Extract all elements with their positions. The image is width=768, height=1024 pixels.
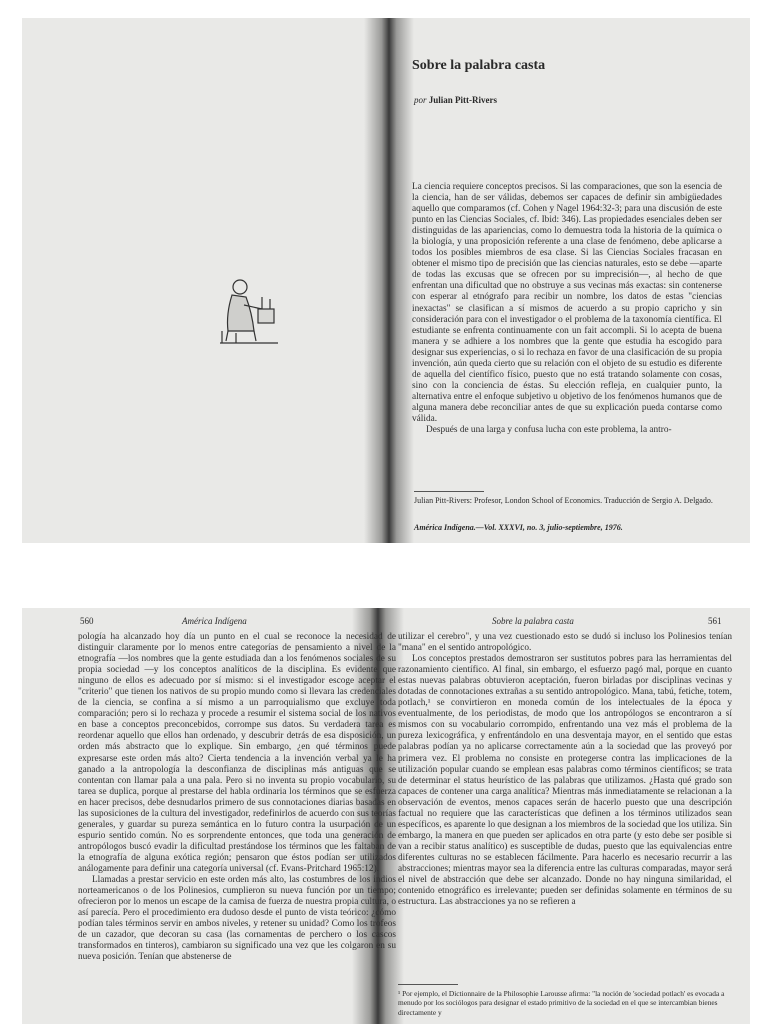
article-title: Sobre la palabra casta xyxy=(412,58,546,73)
article-body-page-561 xyxy=(398,632,732,908)
footnote-divider xyxy=(398,984,458,985)
scholar-illustration xyxy=(218,269,280,347)
paragraph: La ciencia requiere conceptos precisos. Si las comparaciones, que son la esencia de la ciencia, han de ser válidas, debemos ser capaces de definir sin ambigüedades aquello que comparamos (cf. Cohen y Nagel 1964:32-3; para una discusión de este punto en las Ciencias Sociales, cf. Ibid: 346). Las propiedades esenciales deben ser distinguidas de las apariencias, como lo demuestra toda la historia de la química o la biología, y una proposición referente a una clase de fenómeno, debe aplicarse a todos los posibles miembros de esa clase. Si las Ciencias Sociales fracasan en obtener el mismo tipo de precisión que las ciencias naturales, esto se debe —aparte de todas las excusas que se ofrecen por su imprecisión—, al hecho de que enfrentan una dificultad que no obstruye a sus vecinas más exactas: sin contenerse con esperar al etnógrafo para recibir un nombre, los datos de estas "ciencias inexactas" se clasifican a sí mismos de acuerdo a su propio capricho y sin consideración para con el investigador o el problema de la taxonomía científica. El estudiante se enfrenta continuamente con un fait accompli. Si lo acepta de buena manera y se adhiere a los nombres que la gente que estudia ha escogido para designar sus experiencias, o si lo rechaza en favor de una clasificación de su propia invención, aún queda cierto que su relación con el objeto de su estudio es diferente de aquella del científico físico, puesto que no está tratando solamente con cosas, sino con la conciencia de éstas. Su elección refleja, en cualquier punto, la alternativa entre el enfoque subjetivo u objetivo de los fenómenos humanos que de alguna manera debe reconciliar antes de que su explicación pueda contarse como válida. xyxy=(412,182,722,424)
article-body-page-560 xyxy=(78,632,396,963)
author-name: Julian Pitt-Rivers xyxy=(428,95,498,105)
author-footnote: Julian Pitt-Rivers: Profesor, London School of Economics. Traducción de Sergio A. Delgado. xyxy=(414,496,713,505)
running-header-right: Sobre la palabra casta xyxy=(492,616,574,626)
scan-page-spread-bottom xyxy=(22,608,750,1024)
book-spine-shadow xyxy=(364,18,414,543)
article-author xyxy=(414,95,497,105)
article-body-page1 xyxy=(412,182,722,436)
author-prefix: por xyxy=(414,95,427,105)
footnote-divider xyxy=(414,491,484,492)
paragraph: Los conceptos prestados demostraron ser sustitutos pobres para las herramientas del razonamiento científico. Al final, sin embargo, el esfuerzo pagó mal, porque en cuanto estas nuevas palabras obtuvieron aceptación, fueron birladas por disciplinas vecinas y dotadas de connotaciones extrañas a su sentido antropológico. Mana, tabú, fetiche, totem, potlach,¹ se convirtieron en moneda común de los intelectuales de la época y eventualmente, de los periodistas, de modo que los antropólogos se encontraron a sí mismos con su vocabulario corrompido, enfrentando una vez más el problema de la pureza lexicográfica, y enfrentándolo en una desventaja mayor, en el sentido que estas palabras podían ya no aplicarse correctamente aún a la sociedad que las proveyó por primera vez. El problema no consiste en protegerse contra las implicaciones de la utilización popular cuando se emplean esas palabras como términos científicos; se trata de determinar el status heurístico de las palabras que utilizamos. ¿Hasta qué grado son capaces de contener una carga analítica? Mientras más inmediatamente se relacionan a la observación de eventos, menos capaces serán de hacerlo puesto que una descripción factual no requiere que las características que definen a los términos utilizados sean específicos, es aparente lo que designan a los miembros de la sociedad que los utiliza. Sin embargo, la manera en que pueden ser aplicados en otra parte (y esto debe ser posible si van a recibir status analítico) es susceptible de dudas, puesto que las equivalencias entre diferentes culturas no se establecen fácilmente. Para hacerlo es necesario recurrir a las abstracciones; mientras mayor sea la diferencia entre las culturas comparadas, mayor será el nivel de abstracción que debe ser alcanzado. Donde no hay ninguna similaridad, el contenido etnográfico es irrelevante; pueden ser definidas solamente en términos de su estructura. Las abstracciones ya no se refieren a xyxy=(398,654,732,908)
paragraph: Llamadas a prestar servicio en este orden más alto, las costumbres de los indios norteamericanos o de los Polinesios, cumplieron su nueva función por un tiempo; ofrecieron por lo menos un escape de la camisa de fuerza de nuestra propia cultura, o así parecía. Pero el procedimiento era dudoso desde el punto de vista teórico: ¿cómo podían tales términos servir en ambos niveles, y retener su unidad? Como los trofeos de un cazador, que decoran su casa (las cornamentas de perchero o los cascos transformados en tinteros), cambiaron su significado una vez que les colgaron en su nueva posición. Tenían que abstenerse de xyxy=(78,875,396,963)
running-header-left: América Indígena xyxy=(182,616,247,626)
page-number-right: 561 xyxy=(708,616,722,626)
scan-page-spread-top xyxy=(22,18,750,543)
journal-citation: América Indígena.—Vol. XXXVI, no. 3, julio-septiembre, 1976. xyxy=(414,523,623,532)
page-number-left: 560 xyxy=(80,616,94,626)
paragraph: pología ha alcanzado hoy día un punto en el cual se reconoce la necesidad de distinguir claramente por lo menos entre categorías de pensamiento a nivel de la etnografía —los nombres que la gente estudiada dan a los fenómenos sociales de su propia sociedad —y los conceptos analíticos de la disciplina. Es evidente que ninguno de ellos es adecuado por sí mismo: si el investigador escoge aceptar el "criterio" que tienen los nativos de su propio mundo como si llevara las credenciales de la ciencia, se confina a sí mismo a un parroquialismo que excluye toda comparación; pero si lo rechaza y procede a resumir el sistema social de los nativos en base a conceptos preconcebidos, corrompe sus datos. Su verdadera tarea es reordenar aquello que ellos han ordenado, y descubrir detrás de esa disposición, un orden más abstracto que lo explique. Sin embargo, ¿en qué términos puede expresarse este orden más alto? Cierta tendencia a la invención verbal ya le ha ganado a la antropología la desconfianza de disciplinas más antiguas que se contentan con llamar pala a una pala. Pero si no inventa su propio vocabulario, su tarea se duplica, porque al prestarse del habla ordinaria los términos que se esfuerza en hacer precisos, debe desnudarlos primero de sus connotaciones diarias basadas en las suposiciones de la cultura del investigador, redefinirlos de acuerdo con sus teorías generales, y guardar su pureza semántica en lo futuro contra la usurpación de un espurio sentido común. No es sorprendente entonces, que toda una generación de antropólogos buscó evadir la dificultad prestándose los términos que les faltaban de la etnografía de alguna exótica región; pensaron que éstos podían ser utilizados análogamente para definir una categoría universal (cf. Evans-Pritchard 1965:12). xyxy=(78,632,396,874)
paragraph: Después de una larga y confusa lucha con este problema, la antro- xyxy=(426,425,672,436)
footnote-1: ¹ Por ejemplo, el Dictionnaire de la Philosophie Larousse afirma: "la noción de 'sociedad potlach' es evocada a menudo por los sociólogos para designar el estado primitivo de la sociedad en el que se intercambian bienes directamente y xyxy=(398,989,725,1017)
paragraph: utilizar el cerebro", y una vez cuestionado esto se dudó si incluso los Polinesios tenían "mana" en el sentido antropológico. xyxy=(398,632,732,654)
